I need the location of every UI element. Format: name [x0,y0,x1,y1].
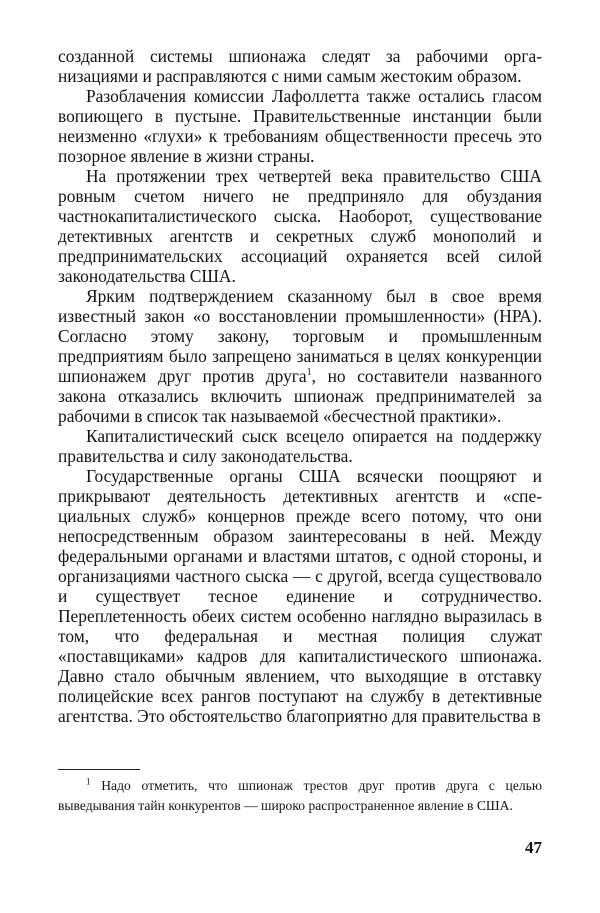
footnote-reference: 1 [306,367,312,379]
footnote-marker: 1 [86,776,91,787]
paragraph-4 [58,286,542,426]
paragraph-5: Капиталистический сыск всецело опирается на поддержку правительства и силу законодательства. [58,426,542,466]
paragraph-2: Разоблачения комиссии Лафоллетта также остались гласом вопиющего в пустыне. Правительственные инстанции были неизменно «глухи» к требованиям общественности пресечь это позорное явление в жизни страны. [58,86,542,166]
page-body [58,46,542,726]
paragraph-4-tail: , но составители названного закона отказались включить шпионаж предпринимателей за рабочими в список так называемой «бесчестной практики». [58,366,542,426]
paragraph-4-head: Ярким подтверждением сказанному был в свое время известный закон «о восстановлении промышленности» (НРА). Согласно этому закону, торговым и промышленным предприятиям было запрещено заниматься в целях конкуренции шпионажем друг против друга [58,286,542,386]
page-number: 47 [525,838,542,857]
paragraph-3: На протяжении трех четвертей века правительство США ровным счетом ничего не предприняло для обуздания частнокапиталистического сыска. Наоборот, существование детективных агентств и секретных служб монополий и предпринимательских ассоциаций охраняется всей силой законодательства США. [58,166,542,286]
paragraph-6: Государственные органы США всячески поощряют и прикрывают деятельность детективных агентств и «специальных служб» концернов прежде всего потому, что они непосредственным образом заинтересованы в ней. Между федеральными органами и властями штатов, с одной стороны, и организациями частного сыска — с другой, всегда существовало и существует тесное единение и сотрудничество. Переплетенность обеих систем особенно наглядно выразилась в том, что федеральная и местная полиция служат «поставщиками» кадров для капиталистического шпионажа. Давно стало обычным явлением, что выходящие в отставку полицейские всех рангов поступают на службу в детективные агентства. Это обстоятельство благоприятно для правительства в [58,466,542,726]
footnote-divider [58,769,140,770]
footnote-text: Надо отметить, что шпионаж трестов друг против друга с целью выведывания тайн конкурентов — широко распространенное явление в США. [58,778,542,813]
footnote [58,776,542,816]
paragraph-1: созданной системы шпионажа следят за рабочими организациями и расправляются с ними самым жестоким образом. [58,46,542,86]
